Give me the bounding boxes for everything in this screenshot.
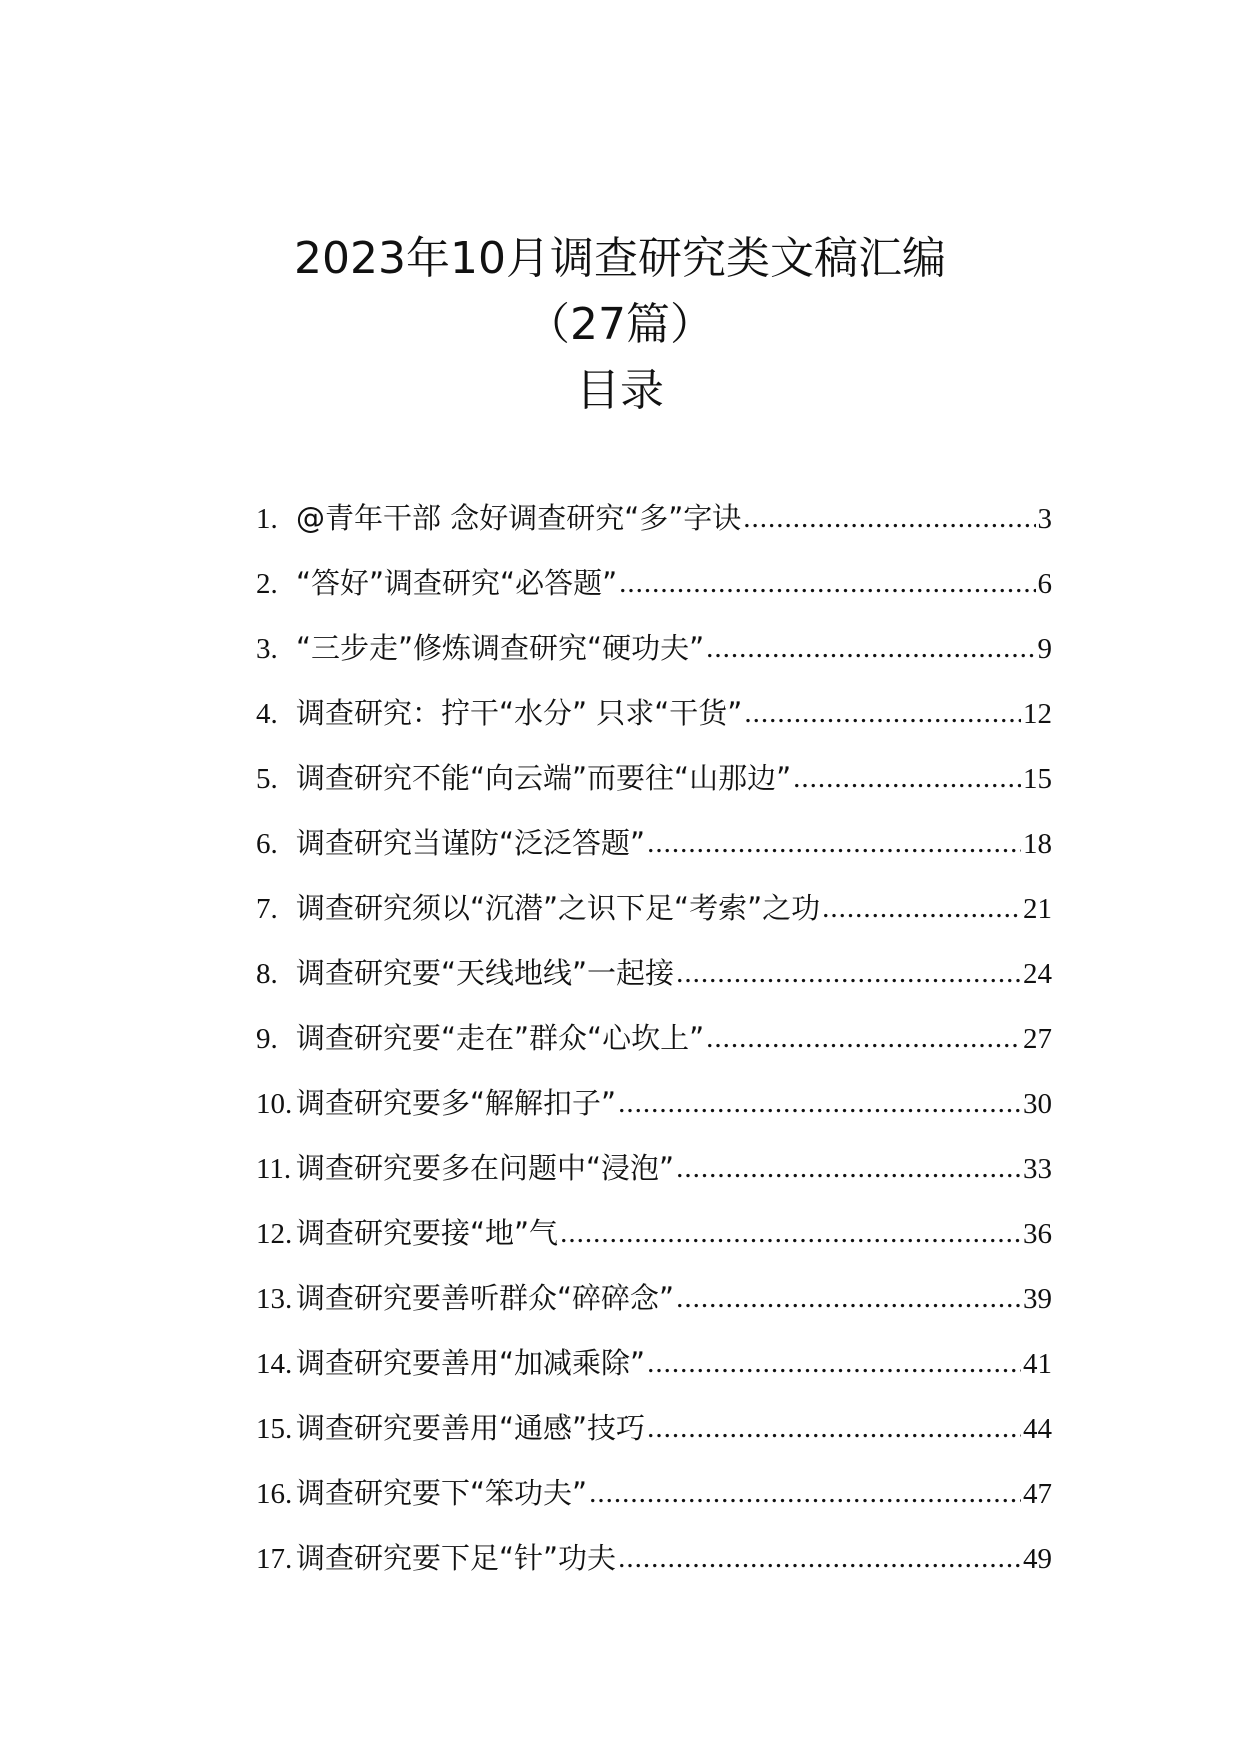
toc-entry-page: 18 [1023, 828, 1052, 860]
toc-entry[interactable] [256, 1406, 1052, 1471]
toc-entry-page: 47 [1023, 1478, 1052, 1510]
toc-entry-page: 36 [1023, 1218, 1052, 1250]
dot-leader [589, 1477, 1021, 1510]
toc-entry-title: 调查研究要多“解解扣子” [296, 1086, 617, 1120]
toc-entry-number: 14. [256, 1348, 293, 1380]
toc-entry[interactable] [256, 886, 1052, 951]
toc-entry-page: 49 [1023, 1543, 1052, 1575]
dot-leader [676, 957, 1021, 990]
toc-entry[interactable] [256, 626, 1052, 691]
toc-entry[interactable] [256, 821, 1052, 886]
dot-leader [676, 1282, 1021, 1315]
dot-leader [647, 827, 1021, 860]
dot-leader [706, 1022, 1021, 1055]
toc-entry-page: 30 [1023, 1088, 1052, 1120]
toc-entry-title: “三步走”修炼调查研究“硬功夫” [296, 631, 705, 665]
toc-entry[interactable] [256, 951, 1052, 1016]
toc-entry[interactable] [256, 1276, 1052, 1341]
toc-entry-title: 调查研究要下“笨功夫” [296, 1476, 588, 1510]
dot-leader [676, 1152, 1021, 1185]
dot-leader [822, 892, 1021, 925]
toc-entry-number: 13. [256, 1283, 293, 1315]
toc-entry-title: 调查研究：拧干“水分” 只求“干货” [296, 696, 743, 730]
toc-heading: 目录 [576, 365, 664, 416]
document-subtitle: （27篇） [526, 299, 714, 350]
toc-entry-title: “答好”调查研究“必答题” [296, 566, 618, 600]
toc-entry[interactable] [256, 496, 1052, 561]
toc-entry-page: 6 [1037, 568, 1052, 600]
dot-leader [793, 762, 1021, 795]
table-of-contents [256, 496, 1052, 1601]
toc-entry[interactable] [256, 1536, 1052, 1601]
toc-entry[interactable] [256, 1016, 1052, 1081]
dot-leader [743, 502, 1035, 535]
toc-entry-page: 12 [1023, 698, 1052, 730]
toc-entry[interactable] [256, 1146, 1052, 1211]
toc-entry-title: @青年干部 念好调查研究“多”字诀 [296, 501, 742, 535]
toc-entry-page: 21 [1023, 893, 1052, 925]
toc-entry[interactable] [256, 1471, 1052, 1536]
dot-leader [560, 1217, 1021, 1250]
toc-entry-number: 4. [256, 698, 278, 730]
document-title: 2023年10月调查研究类文稿汇编 [294, 233, 946, 284]
title-block [0, 230, 1240, 420]
toc-entry-title: 调查研究要“天线地线”一起接 [296, 956, 675, 990]
toc-entry-number: 10. [256, 1088, 293, 1120]
toc-entry-number: 2. [256, 568, 278, 600]
toc-entry-number: 15. [256, 1413, 293, 1445]
toc-entry-title: 调查研究要善用“通感”技巧 [296, 1411, 646, 1445]
toc-entry-title: 调查研究当谨防“泛泛答题” [296, 826, 646, 860]
toc-entry-number: 17. [256, 1543, 293, 1575]
toc-entry-page: 9 [1037, 633, 1052, 665]
toc-entry-number: 1. [256, 503, 278, 535]
toc-entry[interactable] [256, 1081, 1052, 1146]
toc-entry-page: 15 [1023, 763, 1052, 795]
toc-entry-title: 调查研究须以“沉潜”之识下足“考索”之功 [296, 891, 821, 925]
toc-entry-number: 8. [256, 958, 278, 990]
toc-entry-number: 7. [256, 893, 278, 925]
dot-leader [647, 1347, 1021, 1380]
toc-entry-number: 12. [256, 1218, 293, 1250]
toc-entry-page: 33 [1023, 1153, 1052, 1185]
toc-entry-number: 11. [256, 1153, 292, 1185]
toc-entry-number: 3. [256, 633, 278, 665]
toc-entry-title: 调查研究要善听群众“碎碎念” [296, 1281, 675, 1315]
toc-entry-page: 44 [1023, 1413, 1052, 1445]
toc-entry-page: 24 [1023, 958, 1052, 990]
toc-entry-number: 9. [256, 1023, 278, 1055]
toc-entry-title: 调查研究要善用“加减乘除” [296, 1346, 646, 1380]
toc-entry-page: 27 [1023, 1023, 1052, 1055]
toc-entry-number: 6. [256, 828, 278, 860]
toc-entry-page: 3 [1037, 503, 1052, 535]
toc-entry-page: 41 [1023, 1348, 1052, 1380]
toc-entry[interactable] [256, 1211, 1052, 1276]
toc-entry-number: 16. [256, 1478, 293, 1510]
dot-leader [706, 632, 1035, 665]
toc-entry[interactable] [256, 756, 1052, 821]
toc-entry[interactable] [256, 1341, 1052, 1406]
toc-entry-title: 调查研究要“走在”群众“心坎上” [296, 1021, 705, 1055]
dot-leader [618, 1087, 1021, 1120]
toc-entry[interactable] [256, 691, 1052, 756]
toc-entry-title: 调查研究不能“向云端”而要往“山那边” [296, 761, 792, 795]
toc-entry-page: 39 [1023, 1283, 1052, 1315]
toc-entry-title: 调查研究要下足“针”功夫 [296, 1541, 617, 1575]
dot-leader [744, 697, 1021, 730]
dot-leader [647, 1412, 1021, 1445]
toc-entry[interactable] [256, 561, 1052, 626]
dot-leader [619, 567, 1035, 600]
dot-leader [618, 1542, 1021, 1575]
toc-entry-title: 调查研究要多在问题中“浸泡” [296, 1151, 675, 1185]
toc-entry-number: 5. [256, 763, 278, 795]
toc-entry-title: 调查研究要接“地”气 [296, 1216, 559, 1250]
